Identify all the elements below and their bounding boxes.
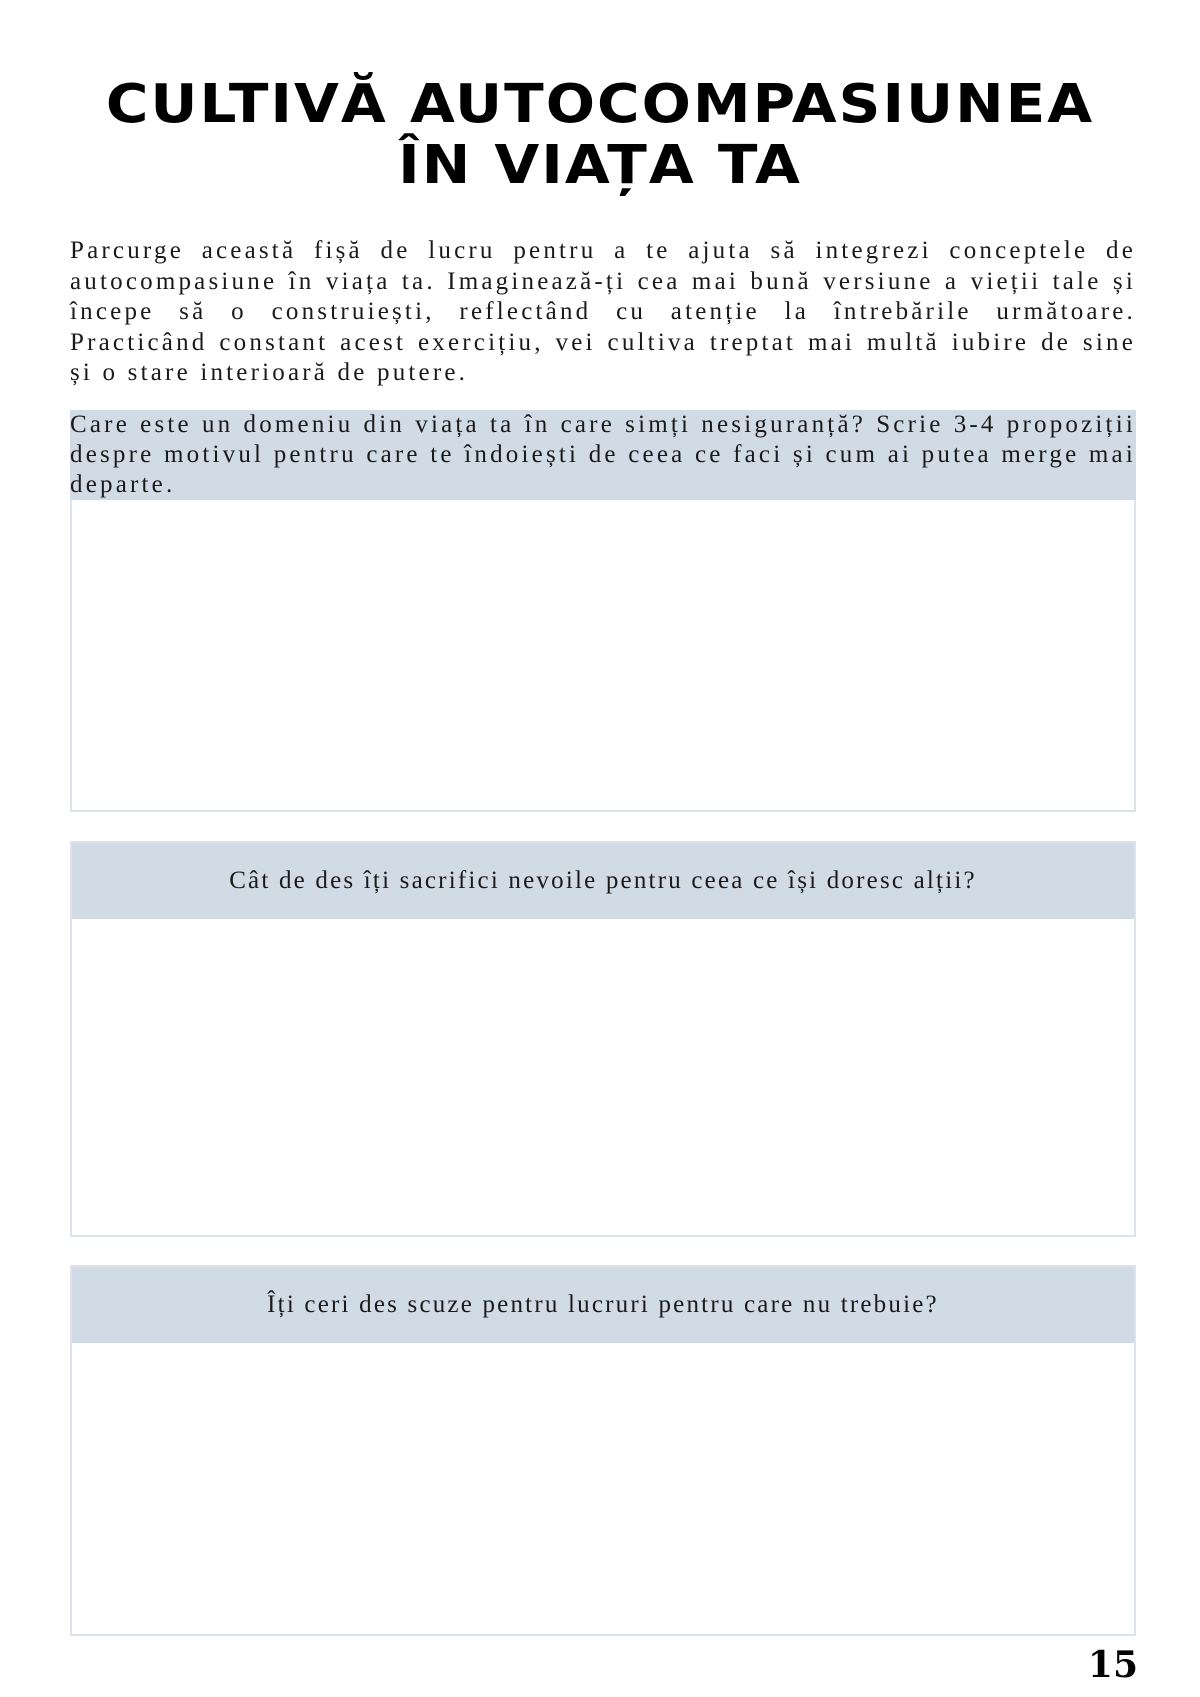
question-prompt-2: Cât de des îți sacrifici nevoile pentru ceea ce își doresc alții? (72, 843, 1134, 919)
intro-paragraph: Parcurge această fișă de lucru pentru a te ajuta să integrezi conceptele de autocompasiune în viața ta. Imaginează-ți cea mai bună versiune a vieții tale și începe să o construiești, reflectând cu atenție la întrebările următoare. Practicând constant acest exercițiu, vei cultiva treptat mai multă iubire de sine și o stare interioară de putere. (70, 237, 1136, 386)
question-box-1 (70, 410, 1136, 812)
question-box-3 (70, 1265, 1136, 1636)
page-title: CULTIVĂ AUTOCOMPASIUNEA ÎN VIAȚA TA (105, 72, 1095, 196)
page-number: 15 (1087, 1644, 1138, 1686)
question-prompt-1: Care este un domeniu din viața ta în care simți nesiguranță? Scrie 3-4 propoziții despre motivul pentru care te îndoiești de ceea ce faci și cum ai putea merge mai departe. (70, 411, 1136, 498)
question-box-2 (70, 841, 1136, 1237)
question-prompt-3: Îți ceri des scuze pentru lucruri pentru care nu trebuie? (72, 1267, 1134, 1343)
